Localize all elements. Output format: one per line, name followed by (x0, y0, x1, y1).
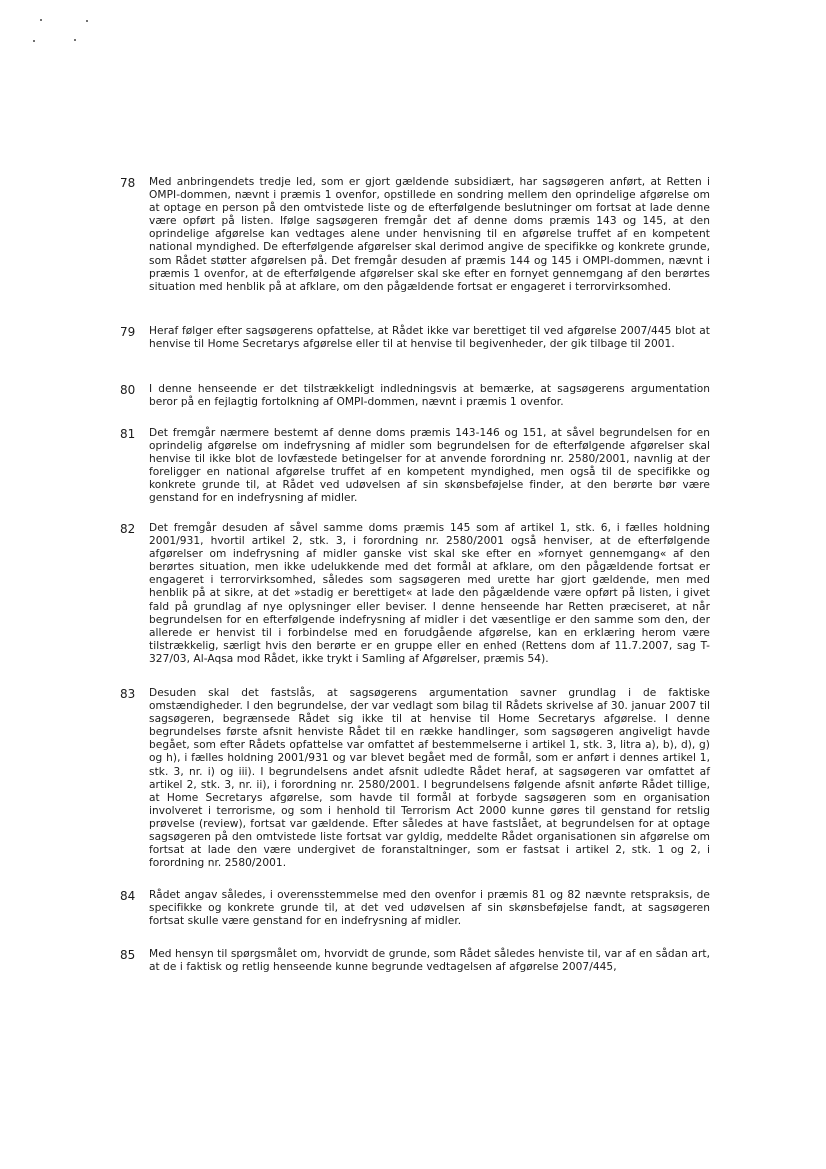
paragraph-text: Rådet angav således, i overensstemmelse med den ovenfor i præmis 81 og 82 nævnte retspraksis, de specifikke og konkrete grunde til, at det ved udøvelsen af sin skønsbeføjelse fandt, at sagsøgeren fortsat skulle være genstand for en indefrysning af midler. (149, 889, 710, 928)
scan-speck (40, 19, 42, 21)
scan-speck (33, 40, 35, 42)
paragraph-82 (120, 522, 710, 666)
paragraph-84 (120, 889, 710, 928)
scan-speck (86, 20, 88, 22)
paragraph-number: 80 (120, 383, 136, 397)
paragraph-80 (120, 383, 710, 409)
paragraph-number: 78 (120, 176, 136, 190)
paragraph-text: Heraf følger efter sagsøgerens opfattelse, at Rådet ikke var berettiget til ved afgørelse 2007/445 blot at henvise til Home Secretarys afgørelse eller til at henvise til begivenheder, der gik tilbage til 2001. (149, 325, 710, 351)
paragraph-number: 81 (120, 427, 136, 441)
paragraph-number: 82 (120, 522, 136, 536)
paragraph-85 (120, 948, 710, 974)
paragraph-text: I denne henseende er det tilstrækkeligt indledningsvis at bemærke, at sagsøgerens argumentation beror på en fejlagtig fortolkning af OMPI-dommen, nævnt i præmis 1 ovenfor. (149, 383, 710, 409)
paragraph-number: 79 (120, 325, 136, 339)
paragraph-83 (120, 687, 710, 870)
paragraph-79 (120, 325, 710, 351)
paragraph-text: Det fremgår nærmere bestemt af denne doms præmis 143-146 og 151, at såvel begrundelsen for en oprindelig afgørelse om indefrysning af midler som begrundelsen for de efterfølgende afgørelser skal henvise til ikke blot de lovfæstede betingelser for at anvende forordning nr. 2580/2001, navnlig at der foreligger en national afgørelse truffet af en kompetent myndighed, men også til de specifikke og konkrete grunde til, at Rådet ved udøvelsen af sin skønsbeføjelse finder, at den berørte bør være genstand for en indefrysning af midler. (149, 427, 710, 505)
paragraph-text: Det fremgår desuden af såvel samme doms præmis 145 som af artikel 1, stk. 6, i fælles holdning 2001/931, hvortil artikel 2, stk. 3, i forordning nr. 2580/2001 også henviser, at de efterfølgende afgørelser om indefrysning af midler ganske vist skal ske efter en »fornyet gennemgang« af den berørtes situation, men ikke udelukkende med det formål at afklare, om den pågældende fortsat er engageret i terrorvirksomhed, således som sagsøgeren med urette har gjort gældende, men med henblik på at sikre, at det »stadig er berettiget« at lade den pågældende være opført på listen, i givet fald på grundlag af nye oplysninger eller beviser. I denne henseende har Retten præciseret, at når begrundelsen for en efterfølgende indefrysning af midler i det væsentlige er den samme som den, der allerede er henvist til i forbindelse med en forudgående afgørelse, kan en erklæring herom være tilstrækkelig, særligt hvis den berørte er en gruppe eller en enhed (Rettens dom af 11.7.2007, sag T-327/03, Al-Aqsa mod Rådet, ikke trykt i Samling af Afgørelser, præmis 54). (149, 522, 710, 665)
paragraph-text: Desuden skal det fastslås, at sagsøgerens argumentation savner grundlag i de faktiske omstændigheder. I den begrundelse, der var vedlagt som bilag til Rådets skrivelse af 30. januar 2007 til sagsøgeren, begrænsede Rådet sig ikke til at henvise til Home Secretarys afgørelse. I denne begrundelses første afsnit henviste Rådet til en række handlinger, som sagsøgeren angiveligt havde begået, som efter Rådets opfattelse var omfattet af bestemmelserne i artikel 1, stk. 3, litra a), b), d), g) og h), i fælles holdning 2001/931 og var blevet begået med de formål, som er anført i dennes artikel 1, stk. 3, nr. i) og iii). I begrundelsens andet afsnit udledte Rådet heraf, at sagsøgeren var omfattet af artikel 2, stk. 3, nr. ii), i forordning nr. 2580/2001. I begrundelsens følgende afsnit anførte Rådet tillige, at Home Secretarys afgørelse, som havde til formål at forbyde sagsøgeren som en organisation involveret i terrorisme, og som i henhold til Terrorism Act 2000 kunne gøres til genstand for retslig prøvelse (review), fortsat var gældende. Efter således at have fastslået, at begrundelsen for at optage sagsøgeren på den omtvistede liste fortsat var gyldig, meddelte Rådet organisationen sin afgørelse om fortsat at lade den være undergivet de foranstaltninger, som er fastsat i artikel 2, stk. 1 og 2, i forordning nr. 2580/2001. (149, 687, 710, 870)
scan-speck (74, 39, 76, 41)
paragraph-78 (120, 176, 710, 294)
paragraph-text: Med hensyn til spørgsmålet om, hvorvidt de grunde, som Rådet således henviste til, var af en sådan art, at de i faktisk og retlig henseende kunne begrunde vedtagelsen af afgørelse 2007/445, (149, 948, 710, 974)
paragraph-81 (120, 427, 710, 506)
paragraph-number: 85 (120, 948, 136, 962)
paragraph-number: 84 (120, 889, 136, 903)
paragraph-text: Med anbringendets tredje led, som er gjort gældende subsidiært, har sagsøgeren anført, at Retten i OMPI-dommen, nævnt i præmis 1 ovenfor, opstillede en sondring mellem den oprindelige afgørelse om at optage en person på den omtvistede liste og de efterfølgende beslutninger om fortsat at lade denne være opført på listen. Ifølge sagsøgeren fremgår det af denne doms præmis 143 og 145, at den oprindelige afgørelse kan vedtages alene under henvisning til en afgørelse truffet af en kompetent national myndighed. De efterfølgende afgørelser skal derimod angive de specifikke og konkrete grunde, som Rådet støtter afgørelsen på. Det fremgår desuden af præmis 144 og 145 i OMPI-dommen, nævnt i præmis 1 ovenfor, at de efterfølgende afgørelser skal ske efter en fornyet gennemgang af den berørtes situation med henblik på at afklare, om den pågældende fortsat er engageret i terrorvirksomhed. (149, 176, 710, 293)
paragraph-number: 83 (120, 687, 136, 701)
